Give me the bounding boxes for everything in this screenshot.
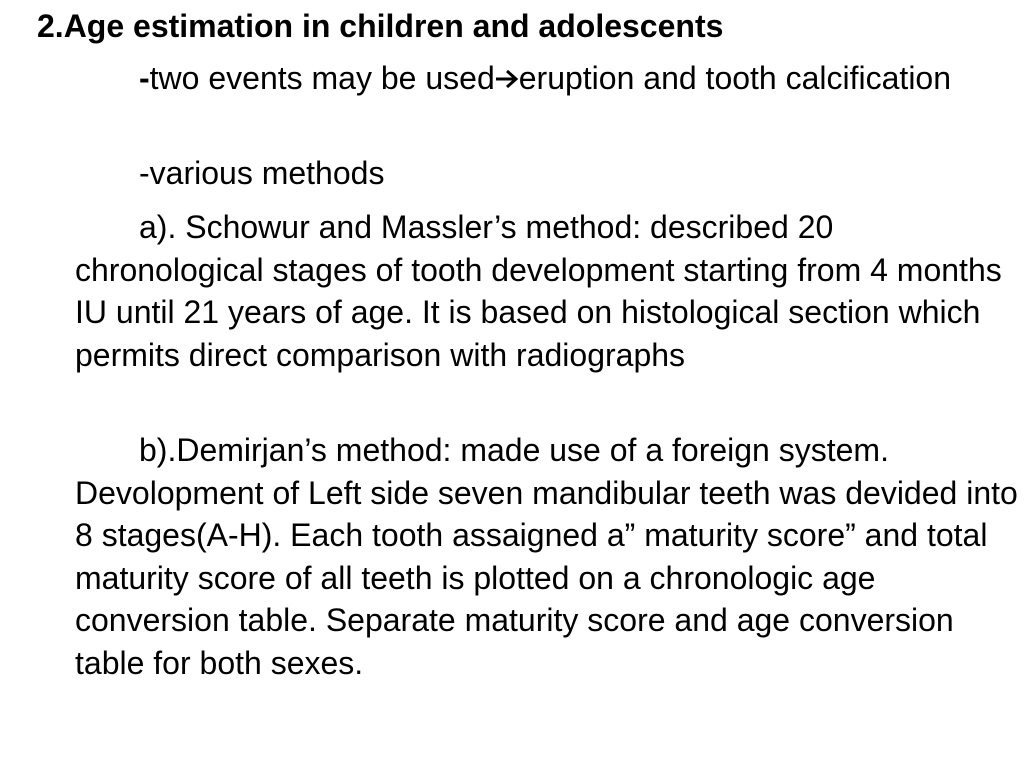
eruption-calcification-text: eruption and tooth calcification — [518, 60, 952, 96]
bullet-dash: - — [139, 60, 150, 96]
arrow-right-icon — [495, 68, 519, 90]
bullet-two-events — [75, 57, 1023, 100]
bullet-various-methods: -various methods — [139, 155, 385, 191]
bullet-schour-massler-method: a). Schowur and Massler’s method: described 20 chronological stages of tooth development starting from 4 months IU until 21 years of age. It is based on histological section which permits direct comparison with radiographs — [75, 209, 1002, 373]
slide-heading: 2.Age estimation in children and adolescents — [37, 8, 724, 44]
two-events-text: two events may be used — [149, 60, 495, 96]
bullet-demirjian-method: b).Demirjan’s method: made use of a foreign system. Devolopment of Left side seven mandibular teeth was devided into 8 stages(A-H). Each tooth assaigned a” maturity score” and total maturity score of all teeth is plotted on a chronologic age conversion table. Separate maturity score and age conversion table for both sexes. — [75, 432, 1018, 681]
